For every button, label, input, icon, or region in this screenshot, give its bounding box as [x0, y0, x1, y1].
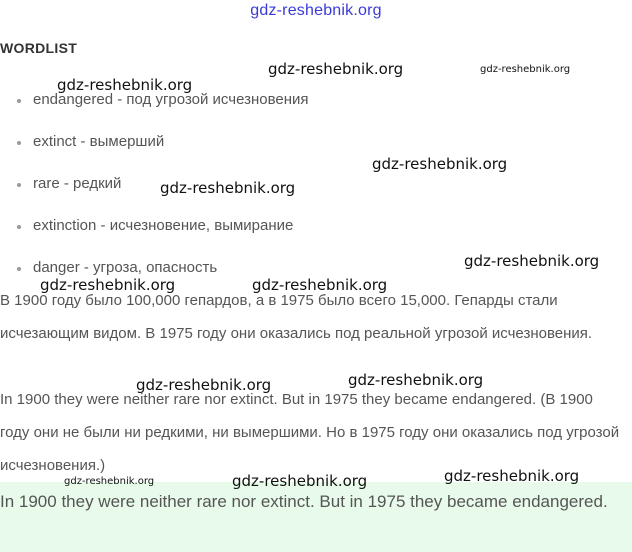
watermark-text: gdz-reshebnik.org	[232, 472, 368, 490]
wordlist-item-text: rare - редкий	[33, 175, 122, 192]
paragraph-english-translation: In 1900 they were neither rare nor extinct. But in 1975 they became endangered. (В 1900 году они не были ни редкими, ни вымершими. Но в 1975 году они оказались под угрозой исчезновения.)	[0, 391, 620, 474]
wordlist-item-text: endangered - под угрозой исчезновения	[33, 91, 309, 108]
bullet-icon	[17, 225, 21, 229]
watermark-text: gdz-reshebnik.org	[464, 252, 600, 270]
wordlist-item	[0, 212, 309, 254]
watermark-text: gdz-reshebnik.org	[268, 60, 404, 78]
watermark-text: gdz-reshebnik.org	[348, 371, 484, 389]
bullet-icon	[17, 183, 21, 187]
answer-highlight-box	[0, 482, 632, 552]
bullet-icon	[17, 99, 21, 103]
wordlist-item-text: extinct - вымерший	[33, 133, 165, 150]
watermark-text: gdz-reshebnik.org	[64, 476, 155, 487]
watermark-text: gdz-reshebnik.org	[252, 276, 388, 294]
answer-text: In 1900 they were neither rare nor extinct. But in 1975 they became endangered.	[0, 492, 608, 511]
bullet-icon	[17, 267, 21, 271]
wordlist-item	[0, 128, 309, 170]
watermark-text: gdz-reshebnik.org	[480, 64, 571, 75]
header-watermark: gdz-reshebnik.org	[250, 2, 382, 19]
watermark-text: gdz-reshebnik.org	[160, 179, 296, 197]
wordlist-item-text: danger - угроза, опасность	[33, 259, 218, 276]
watermark-text: gdz-reshebnik.org	[136, 376, 272, 394]
watermark-text: gdz-reshebnik.org	[372, 155, 508, 173]
paragraph-russian: В 1900 году было 100,000 гепардов, а в 1975 было всего 15,000. Гепарды стали исчезающим видом. В 1975 году они оказались под реальной угрозой исчезновения.	[0, 292, 593, 342]
bullet-icon	[17, 141, 21, 145]
watermark-text: gdz-reshebnik.org	[57, 76, 193, 94]
watermark-text: gdz-reshebnik.org	[40, 276, 176, 294]
watermark-text: gdz-reshebnik.org	[444, 467, 580, 485]
wordlist-title: WORDLIST	[0, 40, 78, 56]
wordlist-item-text: extinction - исчезновение, вымирание	[33, 217, 294, 234]
